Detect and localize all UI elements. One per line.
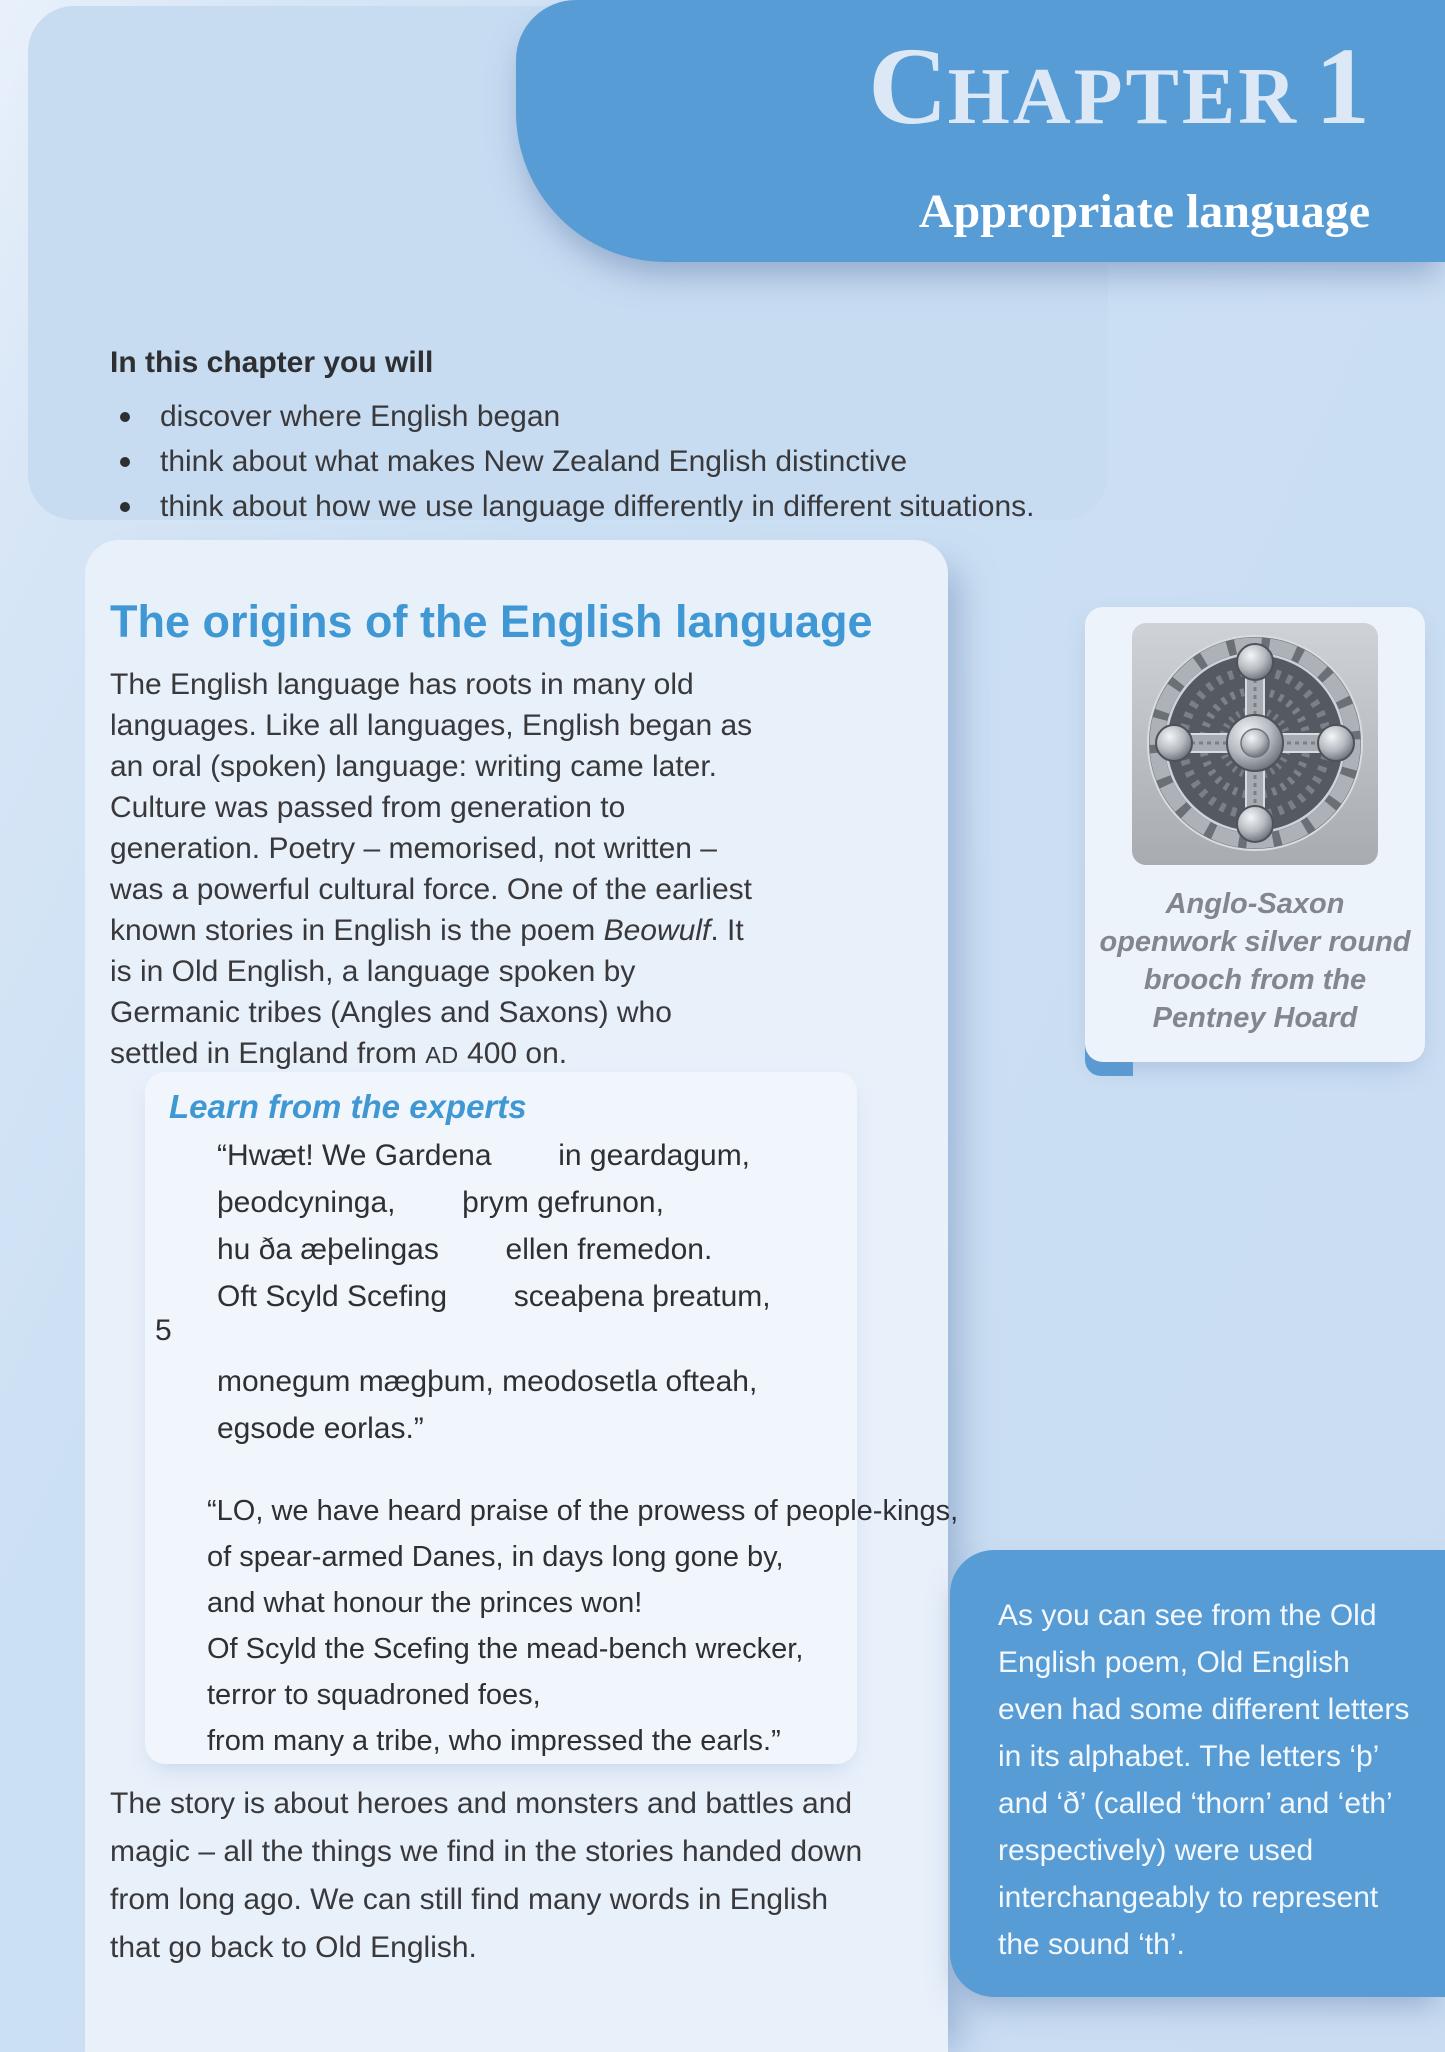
chapter-title-block <box>868 25 1370 238</box>
chapter-number: 1 <box>1315 25 1370 147</box>
poem-line-number: 5 <box>155 1314 172 1347</box>
brooch-figure-card <box>1085 607 1425 1062</box>
paragraph-text: The English language has roots in many old languages. Like all languages, English began as an oral (spoken) language: writing came later. Culture was passed from generation to generation. Poetry – memorised, not written – was a powerful cultural force. One of the earliest known stories in English is the poem <box>110 668 753 947</box>
origins-paragraph <box>110 664 762 1076</box>
translation-stanza <box>207 1488 958 1764</box>
callout-box <box>950 1550 1445 1997</box>
poem-line: monegum mægþum, meodosetla ofteah, <box>217 1365 758 1398</box>
bullet-text: think about how we use language differently in different situations. <box>160 489 1035 523</box>
poem-line: and what honour the princes won! <box>207 1587 643 1619</box>
poem-line: of spear-armed Danes, in days long gone by, <box>207 1541 784 1573</box>
ad-smallcaps: AD <box>425 1042 459 1068</box>
anglo-saxon-brooch-image <box>1132 623 1378 865</box>
poem-line: “Hwæt! We Gardena in geardagum, <box>217 1139 751 1172</box>
poem-line: Of Scyld the Scefing the mead-bench wrecker, <box>207 1633 804 1665</box>
intro-heading: In this chapter you will <box>110 346 434 379</box>
bullet-icon <box>120 502 130 512</box>
list-item <box>110 439 1034 484</box>
old-english-stanza <box>217 1132 771 1320</box>
figure-caption: Anglo-Saxon openwork silver round brooch from the Pentney Hoard <box>1099 888 1411 1034</box>
old-english-stanza-continued <box>217 1358 757 1452</box>
poem-line: terror to squadroned foes, <box>207 1679 541 1711</box>
poem-line: egsode eorlas.” <box>217 1412 424 1445</box>
paragraph-text: 400 on. <box>458 1037 568 1070</box>
brooch-photo <box>1132 623 1378 865</box>
list-item <box>110 394 1034 439</box>
poem-line: from many a tribe, who impressed the earls.” <box>207 1725 781 1757</box>
bullet-icon <box>120 412 130 422</box>
poem-line: “LO, we have heard praise of the prowess of people-kings, <box>207 1495 959 1527</box>
list-item <box>110 484 1034 529</box>
chapter-title-initial: C <box>868 25 948 147</box>
chapter-title-rest: HAPTER <box>947 53 1299 141</box>
section-heading: The origins of the English language <box>110 596 873 647</box>
bullet-text: discover where English began <box>160 399 561 433</box>
bullet-text: think about what makes New Zealand English distinctive <box>160 444 908 478</box>
poem-line: þeodcyninga, þrym gefrunon, <box>217 1186 664 1219</box>
intro-bullet-list <box>110 394 1034 529</box>
poem-title: Beowulf <box>603 914 711 947</box>
paragraph-text: . It is in Old English, a language spoken by Germanic tribes (Angles and Saxons) who settled in England from <box>110 914 744 1070</box>
poem-line: hu ða æþelingas ellen fremedon. <box>217 1233 713 1266</box>
chapter-title <box>868 25 1370 175</box>
chapter-subtitle: Appropriate language <box>918 185 1370 238</box>
learn-from-experts-box <box>145 1072 959 1764</box>
bullet-icon <box>120 457 130 467</box>
poem-line: Oft Scyld Scefing sceaþena þreatum, <box>217 1280 771 1313</box>
callout-text: As you can see from the Old English poem, Old English even had some different letters in its alphabet. The letters ‘þ’ and ‘ð’ (called ‘thorn’ and ‘eth’ respectively) were used interchangeably to represent the sound ‘th’. <box>998 1599 1410 1961</box>
experts-box-title: Learn from the experts <box>169 1088 527 1125</box>
chapter-header-banner <box>516 0 1445 262</box>
closing-paragraph: The story is about heroes and monsters and battles and magic – all the things we find in the stories handed down from long ago. We can still find many words in English that go back to Old English. <box>110 1787 863 1964</box>
